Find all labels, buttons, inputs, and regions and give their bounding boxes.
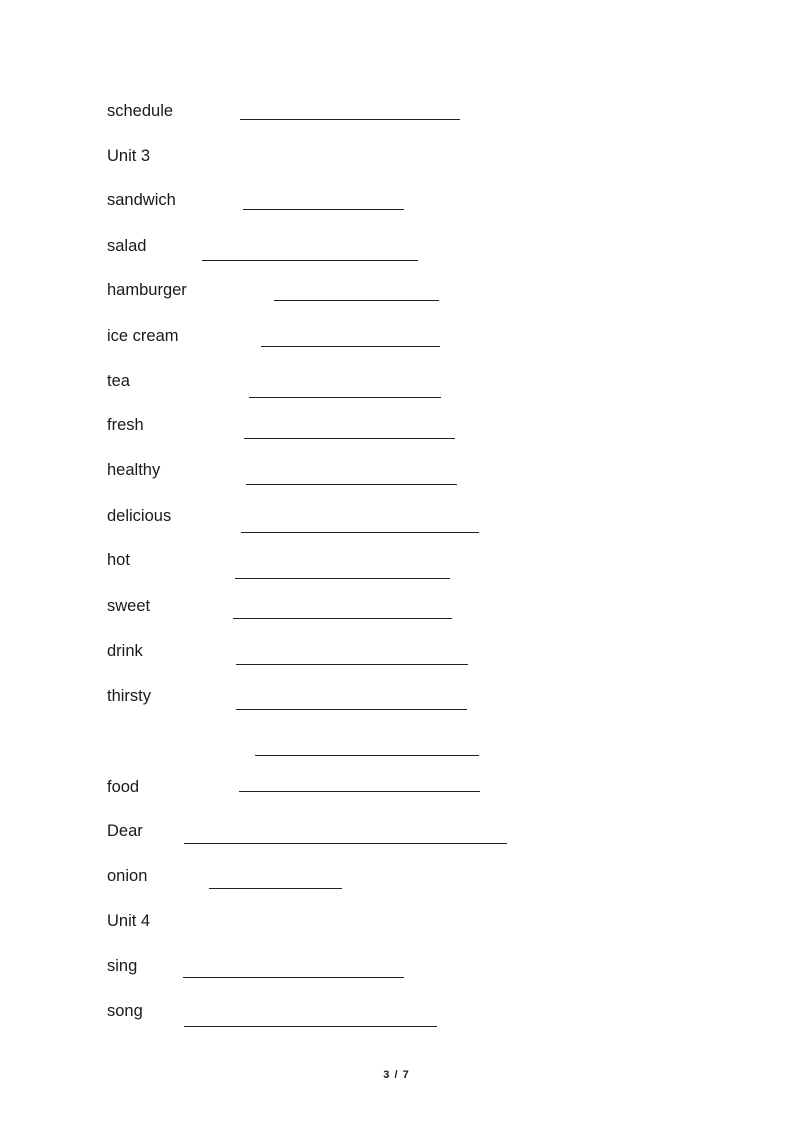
vocab-word: delicious (107, 507, 172, 525)
answer-blank (261, 346, 440, 347)
answer-blank (183, 977, 404, 978)
answer-blank (184, 843, 507, 844)
answer-blank (255, 755, 479, 756)
vocab-word: sandwich (107, 191, 176, 209)
vocab-word: thirsty (107, 687, 152, 705)
vocab-word: salad (107, 237, 147, 255)
vocab-word: healthy (107, 461, 161, 479)
vocab-word: Dear (107, 822, 143, 840)
answer-blank (249, 397, 441, 398)
answer-blank (246, 484, 457, 485)
answer-blank (241, 532, 479, 533)
vocab-word: sing (107, 957, 138, 975)
page-number: 3 / 7 (383, 1069, 410, 1081)
answer-blank (233, 618, 452, 619)
answer-blank (202, 260, 418, 261)
vocab-word: hot (107, 551, 130, 569)
vocab-word: song (107, 1002, 143, 1020)
vocab-word: hamburger (107, 281, 187, 299)
vocab-word: schedule (107, 102, 174, 120)
vocab-word: food (107, 778, 140, 796)
vocab-word: drink (107, 642, 143, 660)
answer-blank (235, 578, 450, 579)
answer-blank (240, 119, 460, 120)
vocab-word: tea (107, 372, 130, 390)
unit-heading: Unit 3 (107, 147, 151, 165)
answer-blank (243, 209, 404, 210)
vocab-word: onion (107, 867, 148, 885)
answer-blank (274, 300, 439, 301)
vocab-word: fresh (107, 416, 144, 434)
answer-blank (236, 664, 468, 665)
answer-blank (236, 709, 467, 710)
vocab-word: sweet (107, 597, 151, 615)
answer-blank (184, 1026, 437, 1027)
answer-blank (209, 888, 342, 889)
unit-heading: Unit 4 (107, 912, 151, 930)
vocab-word: ice cream (107, 327, 179, 345)
answer-blank (239, 791, 480, 792)
answer-blank (244, 438, 455, 439)
